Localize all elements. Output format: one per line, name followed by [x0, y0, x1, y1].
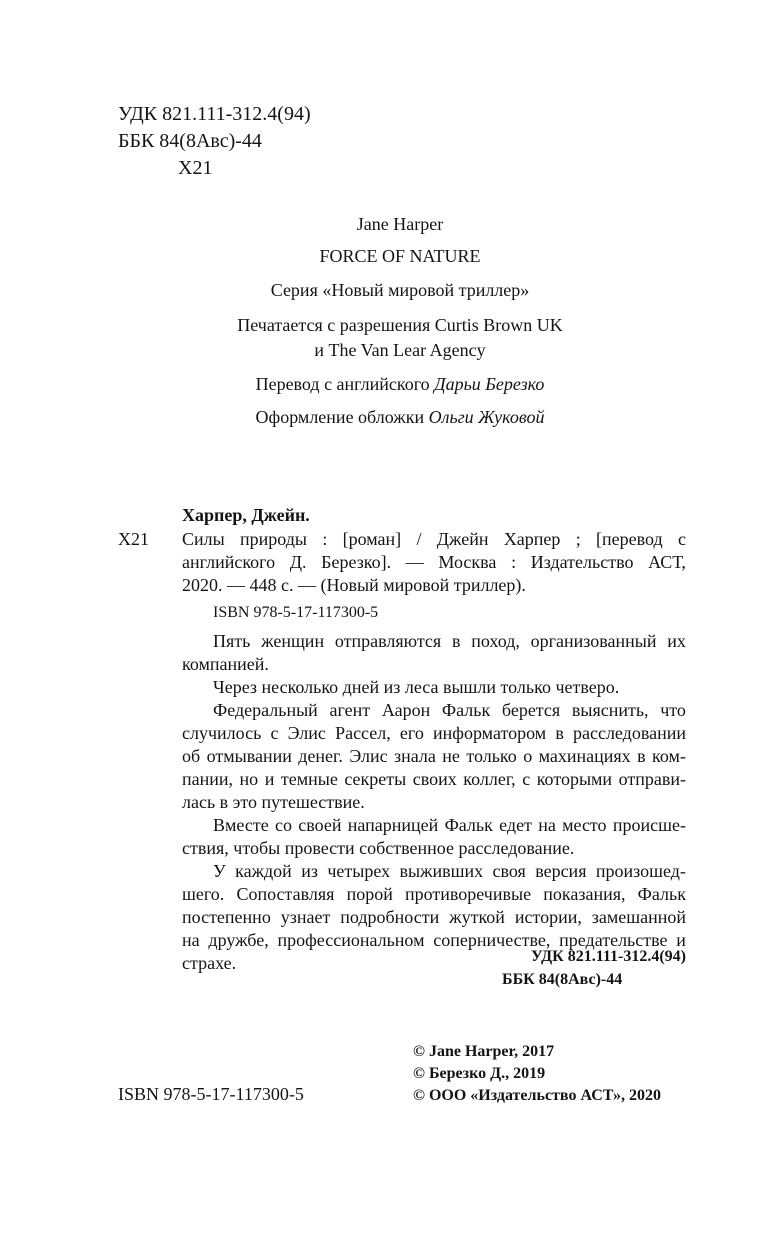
cover-credit — [110, 405, 690, 430]
annotation-word: из — [301, 861, 318, 881]
annotation-line — [182, 745, 686, 768]
translator-name: Дарьи Березко — [434, 374, 545, 394]
record-line — [182, 551, 686, 574]
record-word: Харпер — [503, 529, 561, 549]
bbk-code-bottom: ББК 84(8Авс)-44 — [502, 971, 623, 988]
annotation-word: махинациях — [538, 746, 631, 766]
annotation-word: Элис — [287, 723, 326, 743]
annotation-word: Фальк — [441, 700, 491, 720]
annotation-word: и — [264, 769, 275, 789]
original-author-text: Jane Harper — [356, 214, 444, 234]
annotation-word: дружбе, — [208, 930, 269, 950]
annotation-word: с — [522, 769, 531, 789]
record-word: Издательство — [530, 552, 634, 572]
annotation-word: которыми — [536, 769, 613, 789]
annotation-word: пании, — [182, 769, 234, 789]
annotation-line — [182, 814, 686, 837]
permission-line-2: и The Van Lear Agency — [314, 340, 486, 360]
record-author-code: Х21 — [118, 529, 149, 549]
annotation-line — [182, 791, 686, 814]
cover-credit-line — [110, 405, 690, 430]
annotation-word: Вместе — [213, 815, 269, 835]
record-isbn: ISBN 978-5-17-117300-5 — [213, 604, 379, 621]
udk-code-bottom: УДК 821.111-312.4(94) — [531, 948, 686, 965]
original-title-text: FORCE OF NATURE — [319, 246, 481, 266]
annotation-word: информатором — [433, 723, 547, 743]
annotation-word: страхе. — [182, 953, 237, 973]
annotation-word: Фальк — [444, 815, 493, 835]
annotation-word: компанией. — [182, 654, 269, 674]
copyright-publisher: © ООО «Издательство АСТ», 2020 — [413, 1087, 662, 1104]
annotation-word: противоречивые — [405, 884, 532, 904]
series-line — [110, 278, 690, 303]
cover-designer-name: Ольги Жуковой — [428, 407, 545, 427]
annotation-word: Пять — [213, 631, 251, 651]
record-word: : — [322, 529, 328, 549]
annotation-word: что — [660, 700, 686, 720]
annotation-word: в — [555, 723, 564, 743]
annotation-word: каждой — [235, 861, 292, 881]
annotation-word: агент — [329, 700, 371, 720]
annotation-line — [182, 676, 686, 699]
record-line — [182, 574, 686, 597]
series-text: Серия «Новый мировой триллер» — [270, 280, 530, 300]
copyright-translator: © Березко Д., 2019 — [413, 1065, 546, 1082]
annotation-word: замешанной — [591, 907, 686, 927]
permission-block — [110, 313, 690, 363]
original-title — [110, 244, 690, 269]
annotation-line — [182, 906, 686, 929]
record-word: Джейн — [436, 529, 489, 549]
annotation-line — [182, 653, 686, 676]
annotation-word: профессиональном — [277, 930, 425, 950]
annotation-word: их — [667, 631, 686, 651]
annotation-line — [182, 768, 686, 791]
annotation-word: денег. — [298, 746, 343, 766]
record-word: Д. — [289, 552, 307, 572]
original-author — [110, 212, 690, 237]
annotation-word: в — [451, 631, 461, 651]
record-word: / — [416, 529, 422, 549]
annotation-word: ком- — [652, 746, 686, 766]
record-word: с — [677, 529, 686, 549]
annotation-word: со — [274, 815, 292, 835]
annotation-word: ствия, чтобы провести собственное расследование. — [182, 838, 575, 858]
annotation-word: своих — [412, 769, 457, 789]
annotation-word: Сопоставляя — [236, 884, 335, 904]
annotation-word: место — [562, 815, 607, 835]
translation-prefix: Перевод с английского — [255, 374, 435, 394]
record-word: [роман] — [342, 529, 402, 549]
annotation-word: показания, — [543, 884, 626, 904]
annotation-line — [182, 699, 686, 722]
annotation-word: отправи- — [618, 769, 686, 789]
isbn-bottom: ISBN 978-5-17-117300-5 — [118, 1084, 304, 1104]
annotation-word: знала — [394, 746, 436, 766]
annotation-word: коллег, — [463, 769, 516, 789]
annotation-word: У — [213, 861, 226, 881]
annotation-word: выяснить, — [571, 700, 649, 720]
annotation-word: и — [676, 930, 686, 950]
annotation-word: напарницей — [347, 815, 439, 835]
annotation-line — [182, 860, 686, 883]
record-line — [182, 528, 686, 551]
bbk-code: ББК 84(8Авс)-44 — [118, 130, 262, 152]
annotation-word: соперничестве, — [433, 930, 551, 950]
annotation-word: Элис — [349, 746, 388, 766]
record-word: Москва — [438, 552, 497, 572]
annotation-word: не — [442, 746, 460, 766]
translation-credit-line — [110, 372, 690, 397]
udk-code: УДК 821.111-312.4(94) — [118, 103, 311, 125]
annotation-word: организованный — [530, 631, 657, 651]
annotation-line — [182, 630, 686, 653]
annotation-word: четырех — [327, 861, 391, 881]
annotation-word: предательстве — [559, 930, 668, 950]
annotation-line — [182, 883, 686, 906]
permission-line-1: Печатается с разрешения Curtis Brown UK — [237, 315, 563, 335]
record-word: 2020. — 448 с. — (Новый мировой триллер). — [182, 575, 526, 595]
annotation-line — [182, 722, 686, 745]
annotation-word: об — [182, 746, 201, 766]
translation-credit — [110, 372, 690, 397]
annotation-word: Аарон — [381, 700, 431, 720]
annotation-word: лась в это путешествие. — [182, 792, 365, 812]
annotation-word: подробности — [340, 907, 440, 927]
annotation-word: Фальк — [637, 884, 686, 904]
annotation — [182, 630, 686, 975]
annotation-word: с — [270, 723, 279, 743]
annotation-word: истории, — [514, 907, 582, 927]
annotation-word: своей — [298, 815, 342, 835]
annotation-word: только — [466, 746, 517, 766]
annotation-word: секреты — [344, 769, 407, 789]
annotation-word: о — [523, 746, 533, 766]
author-code: Х21 — [178, 157, 213, 179]
annotation-word: его — [399, 723, 424, 743]
annotation-word: отправляются — [334, 631, 442, 651]
annotation-word: Федеральный — [213, 700, 318, 720]
record-word: [перевод — [596, 529, 663, 549]
record-word: — — [405, 552, 424, 572]
annotation-word: женщин — [261, 631, 325, 651]
annotation-word: узнает — [280, 907, 331, 927]
annotation-word: но — [239, 769, 259, 789]
annotation-word: в — [637, 746, 646, 766]
annotation-word: произошед- — [595, 861, 686, 881]
copyright-author: © Jane Harper, 2017 — [413, 1043, 555, 1060]
annotation-word: версия — [535, 861, 587, 881]
annotation-word: своя — [492, 861, 526, 881]
record-word: Силы — [182, 529, 225, 549]
annotation-word: выживших — [399, 861, 484, 881]
annotation-word: Рассел, — [335, 723, 391, 743]
record-word: английского — [182, 552, 276, 572]
annotation-word: на — [182, 930, 200, 950]
annotation-word: жуткой — [449, 907, 505, 927]
annotation-word: берется — [501, 700, 561, 720]
annotation-word: на — [538, 815, 556, 835]
annotation-word: случилось — [182, 723, 262, 743]
record-word: АСТ, — [648, 552, 686, 572]
annotation-word: отмывании — [206, 746, 292, 766]
record-word: Березко]. — [321, 552, 392, 572]
record-heading: Харпер, Джейн. — [182, 505, 310, 525]
annotation-word: Через несколько дней из леса вышли только четверо. — [213, 677, 620, 697]
annotation-word: происше- — [612, 815, 686, 835]
annotation-word: поход, — [471, 631, 520, 651]
bibliographic-record — [182, 528, 686, 597]
annotation-word: едет — [499, 815, 532, 835]
record-word: : — [511, 552, 517, 572]
annotation-line — [182, 837, 686, 860]
annotation-word: порой — [346, 884, 393, 904]
annotation-word: постепенно — [182, 907, 271, 927]
annotation-word: шего. — [182, 884, 225, 904]
cover-prefix: Оформление обложки — [255, 407, 429, 427]
record-word: природы — [240, 529, 308, 549]
annotation-word: расследовании — [572, 723, 686, 743]
record-word: ; — [575, 529, 581, 549]
annotation-word: темные — [280, 769, 338, 789]
